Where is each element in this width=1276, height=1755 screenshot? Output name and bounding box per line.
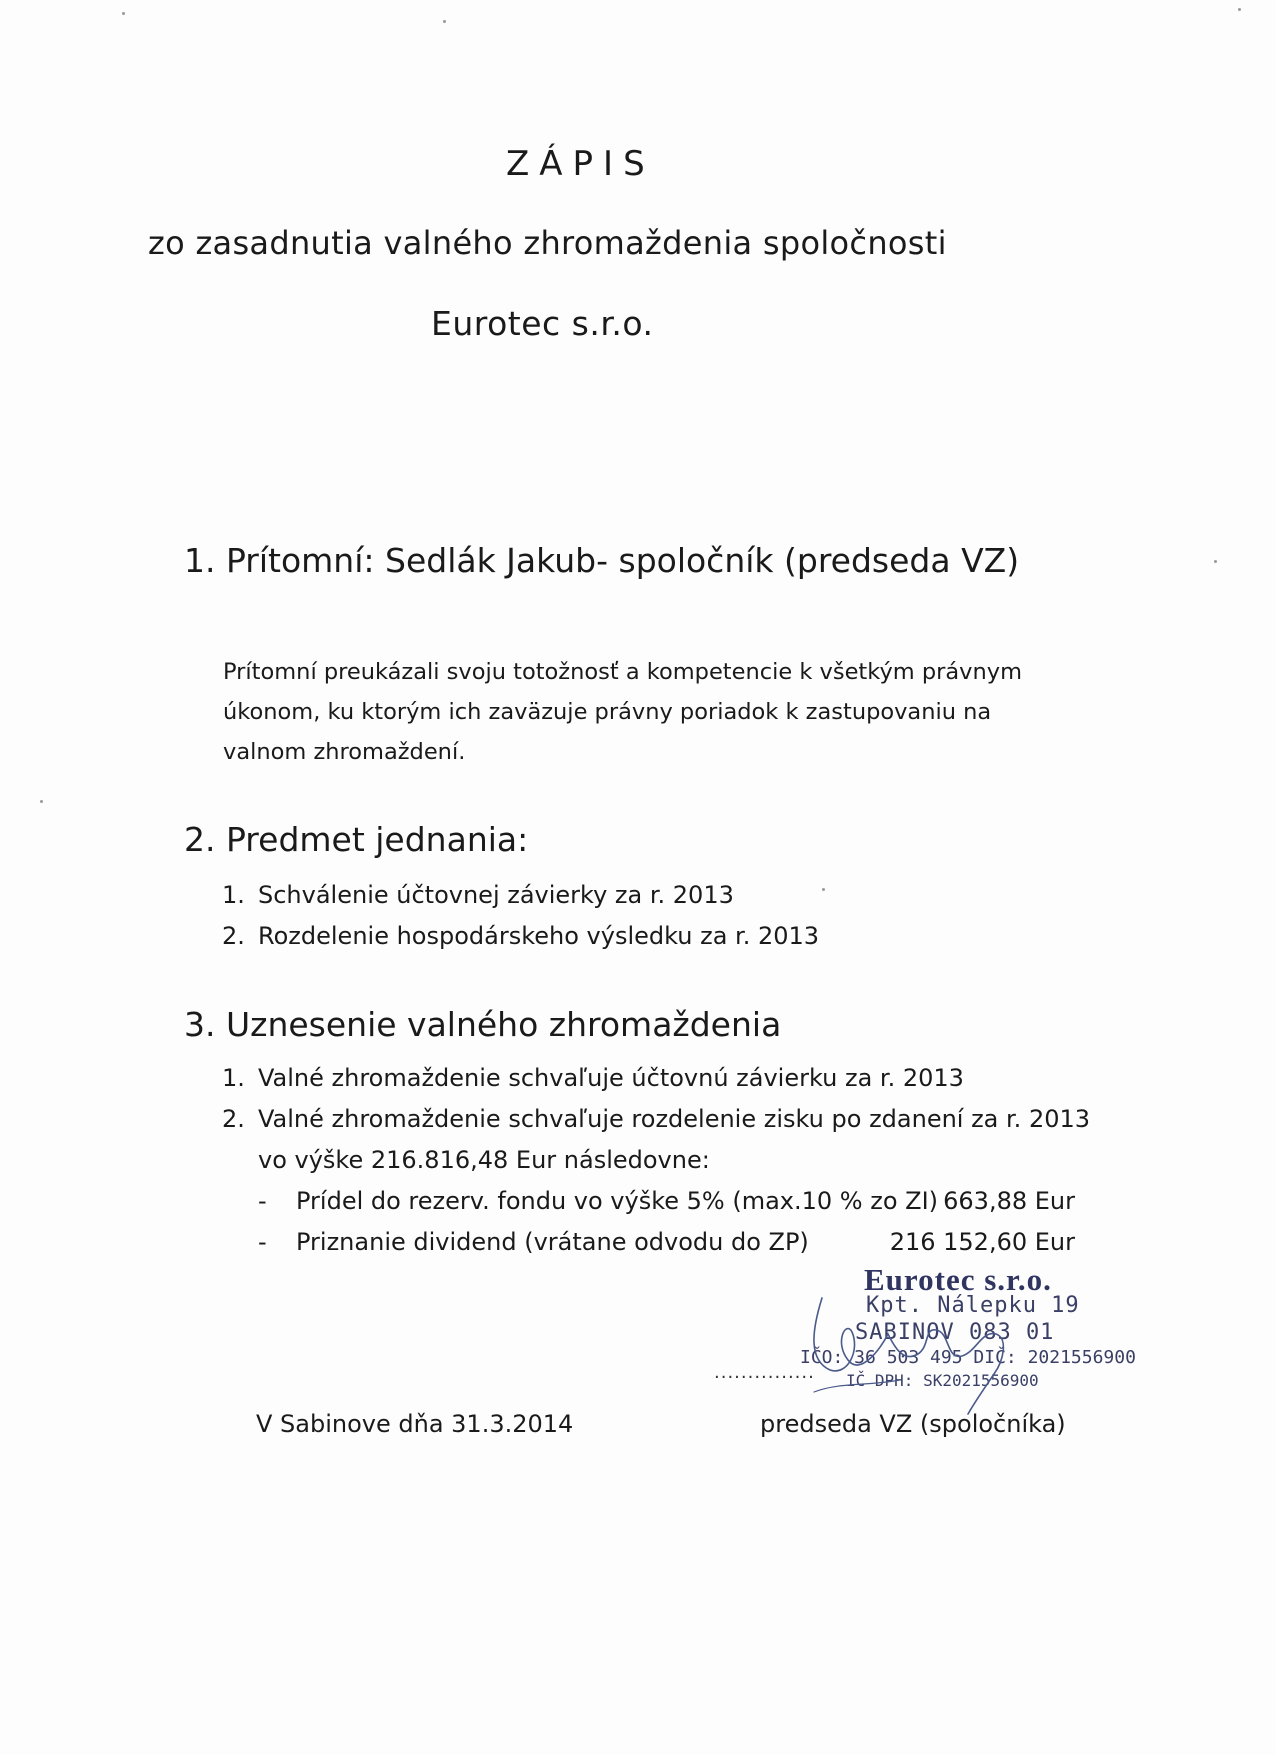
stamp-address: Kpt. Nálepku 19 [866, 1293, 1080, 1318]
bullet-dash: - [258, 1228, 267, 1256]
document-title: ZÁPIS [506, 144, 655, 184]
allocation-label: Priznanie dividend (vrátane odvodu do ZP) [296, 1228, 809, 1256]
signatory-label: predseda VZ (spoločníka) [760, 1410, 1066, 1438]
list-item [222, 1105, 1090, 1133]
allocation-row [258, 1228, 809, 1256]
list-number: 2. [222, 922, 245, 950]
allocation-amount: 663,88 Eur [943, 1187, 1075, 1215]
stamp-city: SABINOV 083 01 [855, 1320, 1055, 1345]
list-number: 2. [222, 1105, 245, 1133]
section-3-heading: 3. Uznesenie valného zhromaždenia [184, 1005, 782, 1044]
paragraph-line: úkonom, ku ktorým ich zaväzuje právny poriadok k zastupovaniu na [223, 699, 992, 725]
allocation-label: Prídel do rezerv. fondu vo výške 5% (max.10 % zo ZI) [296, 1187, 939, 1215]
stamp-ids: IČO: 36 503 495 DIČ: 2021556900 [800, 1347, 1136, 1368]
list-text: Schválenie účtovnej závierky za r. 2013 [258, 881, 734, 909]
signature-line: ............... [714, 1362, 815, 1383]
scan-speck [1238, 8, 1241, 11]
list-number: 1. [222, 1064, 245, 1092]
scan-speck [1214, 560, 1217, 563]
scan-speck [40, 800, 43, 803]
company-name: Eurotec s.r.o. [431, 304, 654, 343]
stamp-vat: IČ DPH: SK2021556900 [846, 1371, 1039, 1390]
section-2-heading: 2. Predmet jednania: [184, 820, 529, 859]
scan-speck [443, 20, 446, 23]
bullet-dash: - [258, 1187, 267, 1215]
allocation-amount: 216 152,60 Eur [889, 1228, 1075, 1256]
list-text: Valné zhromaždenie schvaľuje rozdelenie zisku po zdanení za r. 2013 [258, 1105, 1091, 1133]
list-text: Valné zhromaždenie schvaľuje účtovnú závierku za r. 2013 [258, 1064, 964, 1092]
allocation-row [258, 1187, 938, 1215]
list-item [222, 1064, 964, 1092]
list-text: Rozdelenie hospodárskeho výsledku za r. 2013 [258, 922, 820, 950]
document-subtitle: zo zasadnutia valného zhromaždenia spoločnosti [148, 224, 947, 262]
list-item [222, 881, 734, 909]
section-1-paragraph [223, 652, 1022, 772]
list-item [222, 922, 819, 950]
scan-speck [822, 888, 825, 891]
stamp-company: Eurotec s.r.o. [864, 1262, 1052, 1297]
paragraph-line: Prítomní preukázali svoju totožnosť a kompetencie k všetkým právnym [223, 659, 1022, 685]
place-and-date: V Sabinove dňa 31.3.2014 [256, 1410, 574, 1438]
handwritten-signature [800, 1290, 1030, 1420]
scan-speck [122, 12, 125, 15]
section-1-heading: 1. Prítomní: Sedlák Jakub- spoločník (predseda VZ) [184, 541, 1020, 580]
list-number: 1. [222, 881, 245, 909]
list-item-continuation: vo výške 216.816,48 Eur následovne: [258, 1146, 710, 1174]
paragraph-line: valnom zhromaždení. [223, 739, 466, 765]
